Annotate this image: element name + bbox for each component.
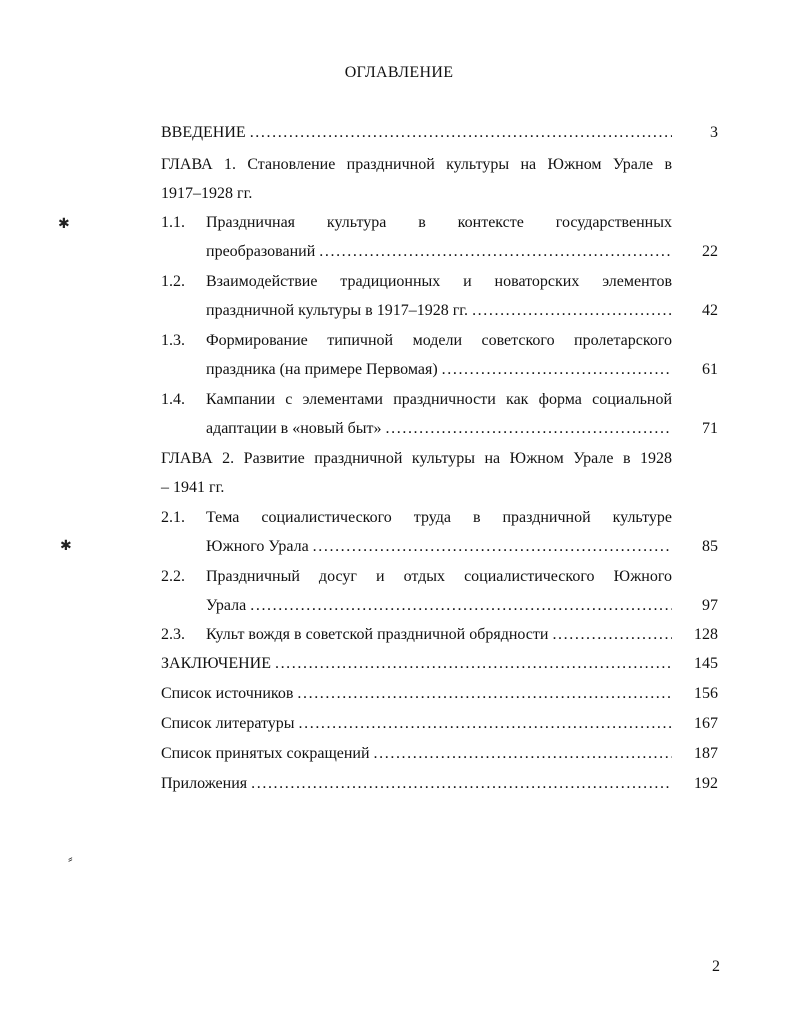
toc-entry-abbreviations[interactable]: Список принятых сокращений . . .: [161, 743, 672, 765]
toc-page-number: 97: [702, 597, 718, 614]
toc-chapter-1-cont: 1917–1928 гг.: [161, 185, 253, 202]
toc-entry-intro[interactable]: [161, 122, 672, 144]
page-title: ОГЛАВЛЕНИЕ: [344, 64, 454, 81]
toc-section-number: 2.2.: [161, 568, 185, 585]
toc-page-number: 22: [702, 243, 718, 260]
toc-entry-conclusion[interactable]: ЗАКЛЮЧЕНИЕ . . .: [161, 653, 672, 675]
toc-page-number: 61: [702, 361, 718, 378]
toc-page-number: 42: [702, 302, 718, 319]
toc-entry-sources[interactable]: Список источников . . .: [161, 683, 672, 705]
toc-page-number: 156: [694, 685, 718, 702]
toc-page-number: 192: [694, 775, 718, 792]
toc-section-number: 1.1.: [161, 214, 185, 231]
toc-page-number: 85: [702, 538, 718, 555]
toc-entry-appendix[interactable]: Приложения . . .: [161, 773, 672, 795]
toc-chapter-2[interactable]: ГЛАВА 2. Развитие праздничной культуры на Южном Урале в 1928: [161, 450, 672, 467]
toc-chapter-1[interactable]: ГЛАВА 1. Становление праздничной культуры на Южном Урале в: [161, 156, 672, 173]
toc-section-number: 1.4.: [161, 391, 185, 408]
toc-entry-literature[interactable]: Список литературы . . .: [161, 713, 672, 735]
toc-section-2-2-cont: Урала . . .: [206, 595, 672, 617]
toc-page-number: 128: [694, 626, 718, 643]
toc-page-number: 187: [694, 745, 718, 762]
toc-section-number: 2.3.: [161, 626, 185, 643]
toc-section-1-1[interactable]: Праздничная культура в контексте государственных: [206, 214, 672, 231]
toc-section-number: 1.3.: [161, 332, 185, 349]
scan-mark: ⸗: [68, 852, 73, 867]
toc-section-1-2[interactable]: Взаимодействие традиционных и новаторских элементов: [206, 273, 672, 290]
toc-section-1-4-cont: адаптации в «новый быт» . . .: [206, 418, 672, 440]
toc-section-1-1-cont: преобразований . . .: [206, 241, 672, 263]
toc-section-1-3-cont: праздника (на примере Первомая) . . .: [206, 359, 672, 381]
toc-page-number: 3: [710, 124, 718, 141]
toc-page-number: 145: [694, 655, 718, 672]
toc-section-1-2-cont: праздничной культуры в 1917–1928 гг. . . .: [206, 300, 672, 322]
toc-section-2-1-cont: Южного Урала . . .: [206, 536, 672, 558]
page-number: 2: [712, 958, 720, 975]
scan-mark: ✱: [58, 217, 70, 232]
toc-label: ВВЕДЕНИЕ: [161, 124, 250, 141]
toc-section-number: 1.2.: [161, 273, 185, 290]
toc-section-1-3[interactable]: Формирование типичной модели советского пролетарского: [206, 332, 672, 349]
toc-chapter-2-cont: – 1941 гг.: [161, 479, 225, 496]
toc-section-2-2[interactable]: Праздничный досуг и отдых социалистического Южного: [206, 568, 672, 585]
scan-mark: ✱: [60, 539, 72, 554]
toc-section-2-3[interactable]: Культ вождя в советской праздничной обрядности . . .: [206, 624, 672, 646]
toc-section-2-1[interactable]: Тема социалистического труда в праздничной культуре: [206, 509, 672, 526]
toc-section-1-4[interactable]: Кампании с элементами праздничности как форма социальной: [206, 391, 672, 408]
toc-page-number: 71: [702, 420, 718, 437]
toc-page-number: 167: [694, 715, 718, 732]
toc-section-number: 2.1.: [161, 509, 185, 526]
